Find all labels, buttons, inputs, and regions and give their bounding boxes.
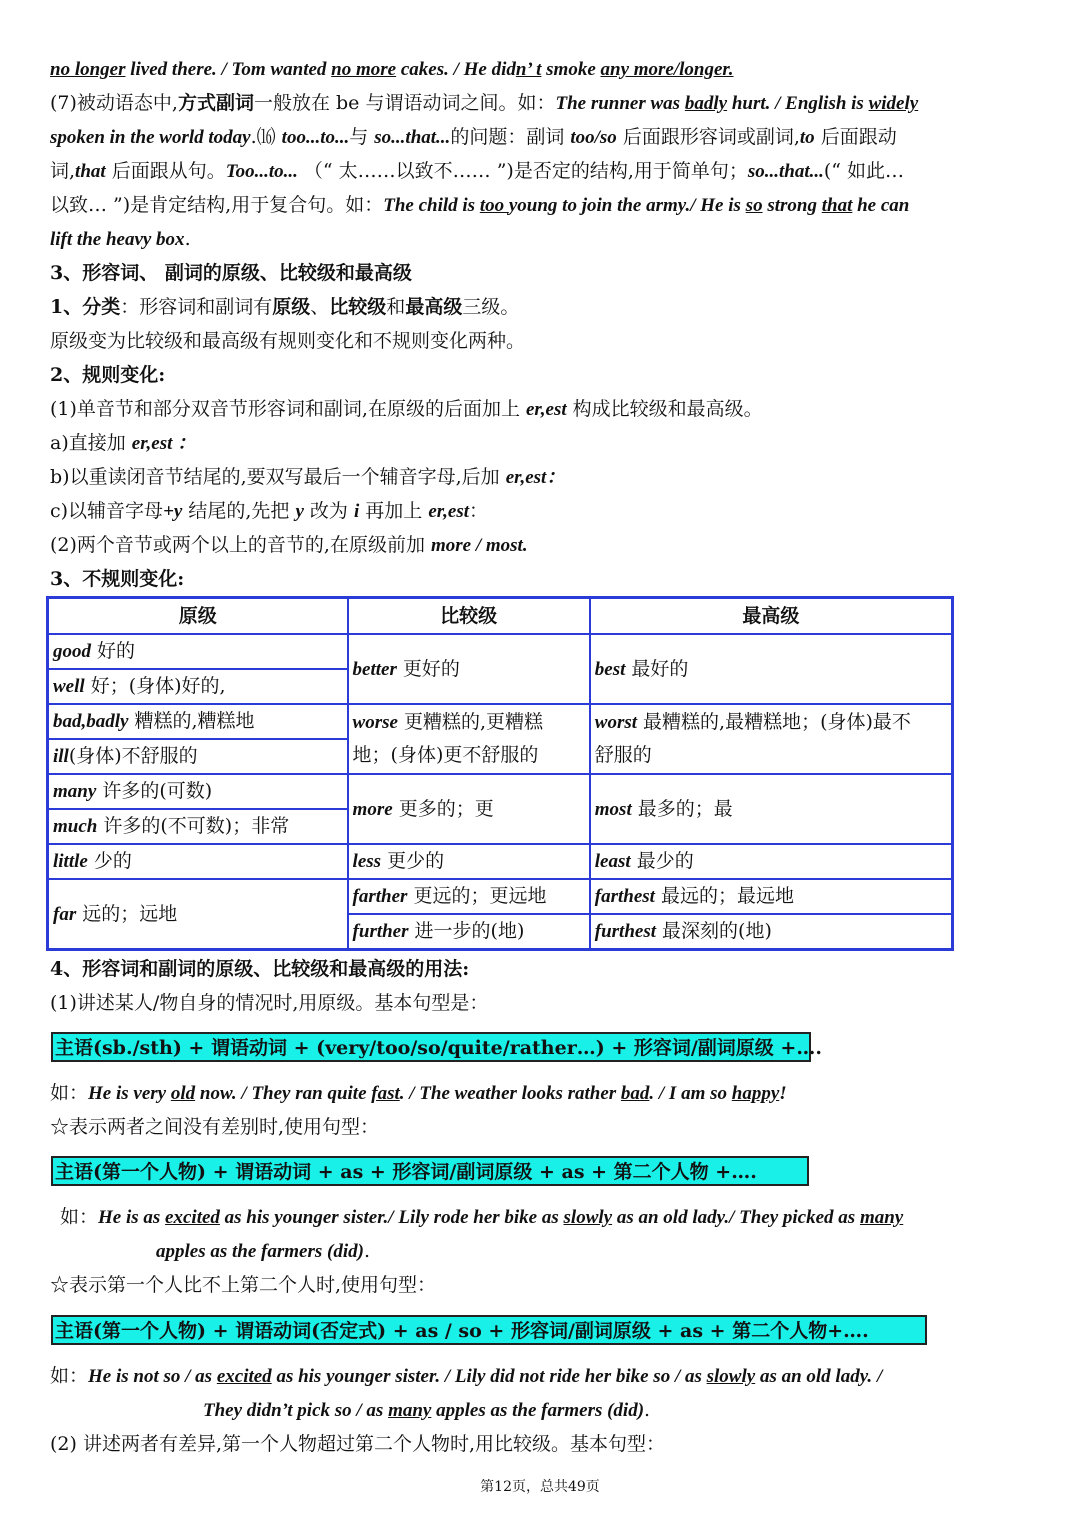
text-line-2: (7)被动语态中,方式副词一般放在 be 与谓语动词之间。如：The runner was badly hurt. / English is widely: [50, 92, 919, 114]
cell-farthest: farthest 最远的；最远地: [590, 879, 953, 914]
cell-good: good 好的: [48, 634, 348, 669]
cell-well: well 好；(身体)好的,: [48, 669, 348, 704]
text-line-13: b)以重读闭音节结尾的,要双写最后一个辅音字母,后加 er,est：: [50, 466, 566, 488]
cell-better: better 更好的: [348, 634, 590, 704]
text-line-1: no longer lived there. / Tom wanted no more cakes. / He didn’ t smoke any more/longer.: [50, 59, 734, 80]
table-row: [48, 879, 953, 914]
cell-many: many 许多的(可数): [48, 774, 348, 809]
page-footer: 第12页，总共49页: [480, 1479, 600, 1495]
table-row: [48, 634, 953, 669]
text-line-4: 词,that 后面跟从句。Too...to... （“ 太……以致不…… ”)是否定的结构,用于简单句；so...that...(“ 如此…: [50, 160, 905, 182]
example-line-1: 如：He is very old now. / They ran quite fast. / The weather looks rather bad. / I am so happy!: [50, 1082, 787, 1104]
cell-least: least 最少的: [590, 844, 953, 879]
table-row: [48, 844, 953, 879]
cell-ill: ill(身体)不舒服的: [48, 739, 348, 774]
text-line-8: 1、分类：形容词和副词有原级、比较级和最高级三级。: [50, 296, 520, 318]
text-usage-2: (2) 讲述两者有差异,第一个人物超过第二个人物时,用比较级。基本句型：: [50, 1433, 666, 1455]
text-line-5: 以致… ”)是肯定结构,用于复合句。如：The child is too young to join the army./ He is so strong that he can: [50, 194, 910, 216]
cell-more: more 更多的；更: [348, 774, 590, 844]
section-heading-3: 3、形容词、 副词的原级、比较级和最高级: [50, 262, 412, 284]
cell-most: most 最多的；最: [590, 774, 953, 844]
example-line-2: 如：He is as excited as his younger sister./ Lily rode her bike as slowly as an old lady./ They picked as many: [60, 1206, 904, 1228]
cell-best: best 最好的: [590, 634, 953, 704]
table-row: [48, 704, 953, 739]
note-unequal: ☆表示第一个人比不上第二个人时,使用句型：: [50, 1274, 437, 1296]
section-heading-4: 4、形容词和副词的原级、比较级和最高级的用法:: [50, 958, 470, 980]
text-line-11: (1)单音节和部分双音节形容词和副词,在原级的后面加上 er,est 构成比较级和最高级。: [50, 398, 763, 420]
cell-little: little 少的: [48, 844, 348, 879]
sentence-pattern-box-3: 主语(第一个人物) + 谓语动词(否定式) + as / so + 形容词/副词原级 + as + 第二个人物+….: [51, 1315, 927, 1345]
example-line-2b: apples as the farmers (did).: [156, 1240, 370, 1262]
cell-furthest: furthest 最深刻的(地): [590, 914, 953, 950]
text-line-14: c)以辅音字母+y 结尾的,先把 y 改为 i 再加上 er,est：: [50, 500, 489, 522]
cell-further: further 进一步的(地): [348, 914, 590, 950]
subheading-regular: 2、规则变化:: [50, 364, 166, 386]
header-positive: 原级: [48, 598, 348, 635]
sentence-pattern-box-1: 主语(sb./sth) + 谓语动词 + (very/too/so/quite/rather…) + 形容词/副词原级 +….: [51, 1032, 811, 1062]
cell-bad: bad,badly 糟糕的,糟糕地: [48, 704, 348, 739]
text-line-9: 原级变为比较级和最高级有规则变化和不规则变化两种。: [50, 330, 526, 352]
cell-worse: worse 更糟糕的,更糟糕 地；(身体)更不舒服的: [348, 704, 590, 774]
text-line-6: lift the heavy box.: [50, 228, 191, 250]
text-line-15: (2)两个音节或两个以上的音节的,在原级前加 more / most.: [50, 534, 528, 556]
table-header-row: [48, 598, 953, 635]
text-line-12: a)直接加 er,est ：: [50, 432, 197, 454]
example-line-3: 如：He is not so / as excited as his younger sister. / Lily did not ride her bike so / as slowly as an old lady. /: [50, 1365, 883, 1387]
header-superlative: 最高级: [590, 598, 953, 635]
table-row: [48, 774, 953, 809]
header-comparative: 比较级: [348, 598, 590, 635]
subheading-irregular: 3、不规则变化:: [50, 568, 185, 590]
note-equal: ☆表示两者之间没有差别时,使用句型：: [50, 1116, 380, 1138]
cell-much: much 许多的(不可数)；非常: [48, 809, 348, 844]
cell-less: less 更少的: [348, 844, 590, 879]
sentence-pattern-box-2: 主语(第一个人物) + 谓语动词 + as + 形容词/副词原级 + as + 第二个人物 +….: [51, 1156, 809, 1186]
text-line-3: spoken in the world today.⒃ too...to...与 so...that...的问题：副词 too/so 后面跟形容词或副词,to 后面跟动: [50, 126, 897, 148]
cell-farther: farther 更远的；更远地: [348, 879, 590, 914]
cell-worst: worst 最糟糕的,最糟糕地；(身体)最不 舒服的: [590, 704, 953, 774]
text-usage-1: (1)讲述某人/物自身的情况时,用原级。基本句型是：: [50, 992, 489, 1014]
cell-far: far 远的；远地: [48, 879, 348, 950]
example-line-3b: They didn’t pick so / as many apples as the farmers (did).: [203, 1399, 651, 1421]
irregular-forms-table: [46, 596, 954, 951]
